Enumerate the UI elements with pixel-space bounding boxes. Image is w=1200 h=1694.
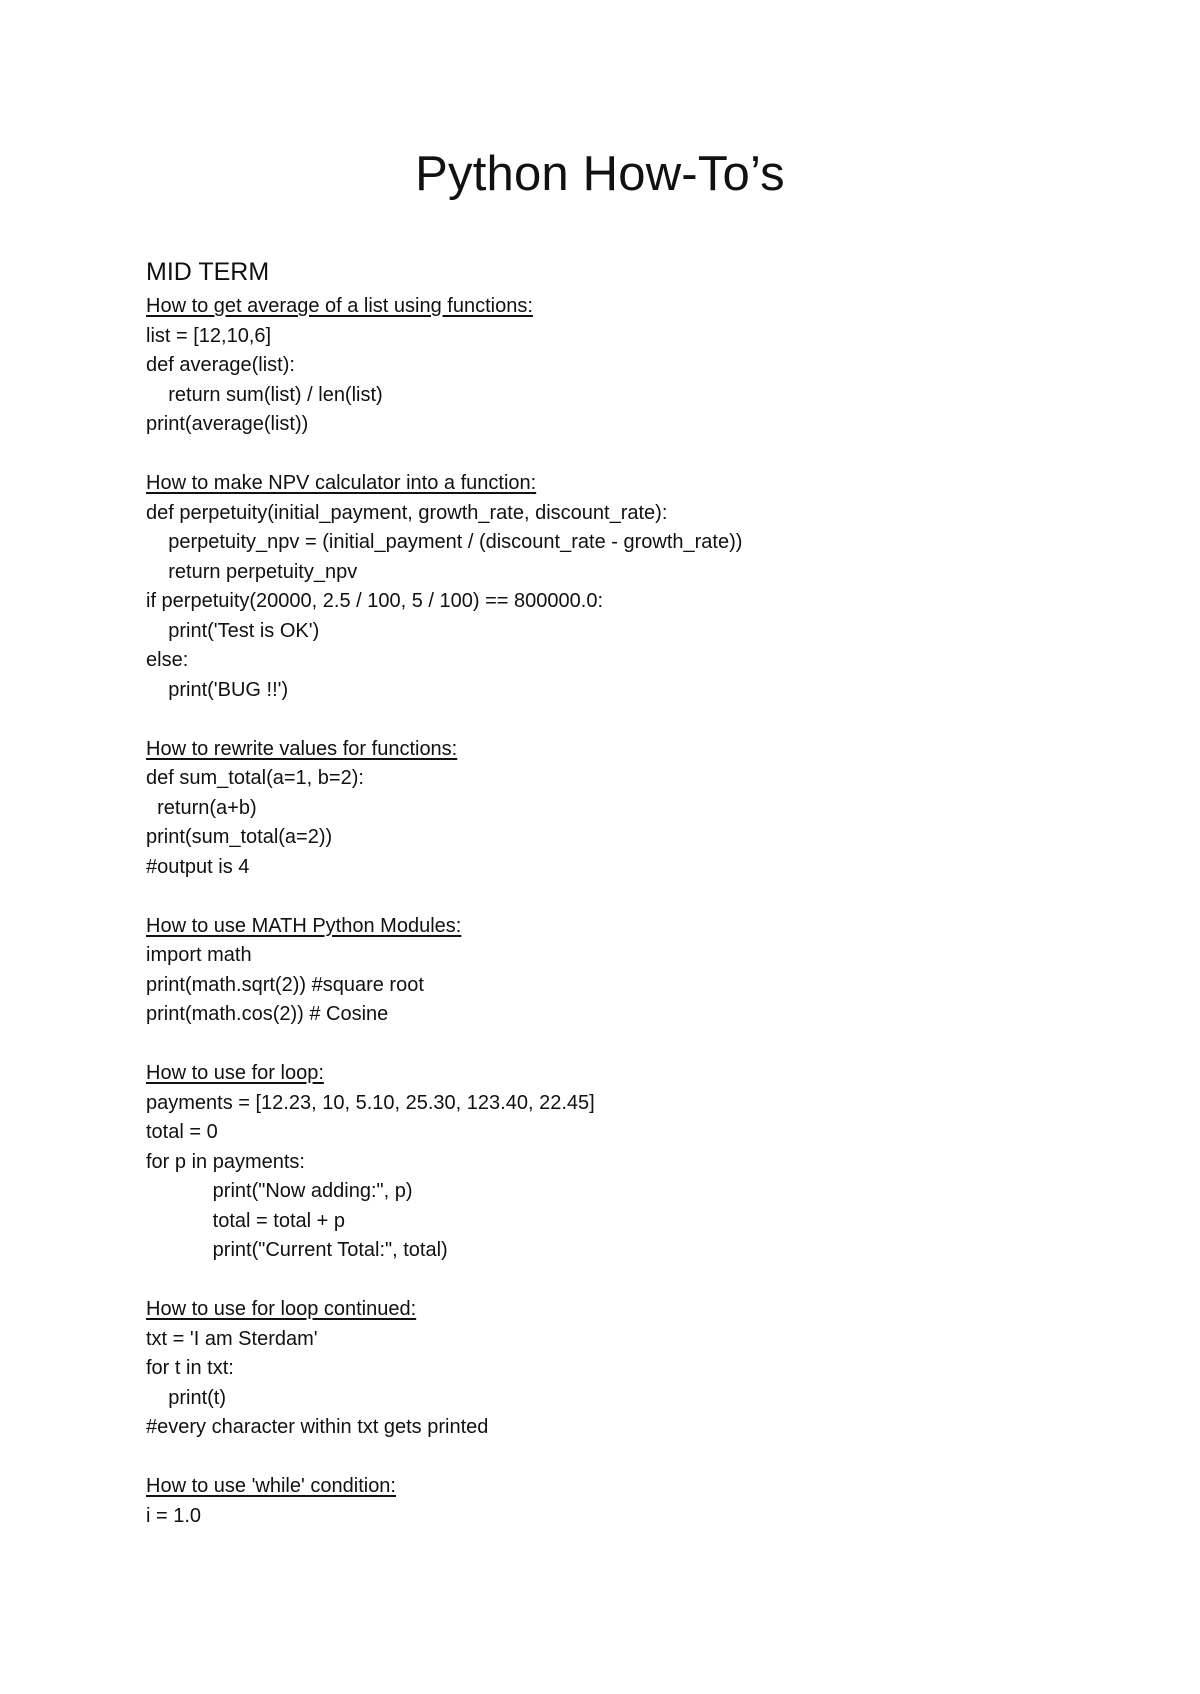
spacer	[146, 440, 1106, 470]
code-line: return perpetuity_npv	[146, 560, 358, 583]
howto-heading: How to use 'while' condition:	[146, 1475, 396, 1497]
code-line: print("Current Total:", total)	[146, 1239, 448, 1261]
code-line: total = 0	[146, 1121, 218, 1143]
spacer	[146, 1266, 1106, 1296]
code-line: for t in txt:	[146, 1357, 234, 1379]
code-line: if perpetuity(20000, 2.5 / 100, 5 / 100) == 800000.0:	[146, 590, 604, 612]
code-line: perpetuity_npv = (initial_payment / (discount_rate - growth_rate))	[146, 531, 743, 553]
spacer	[146, 1030, 1106, 1060]
howto-block	[146, 1295, 1106, 1443]
howto-heading: How to rewrite values for functions:	[146, 737, 458, 760]
howto-block	[146, 1059, 1106, 1266]
code-line: payments = [12.23, 10, 5.10, 25.30, 123.40, 22.45]	[146, 1091, 595, 1114]
section-heading-midterm: MID TERM	[146, 258, 270, 286]
code-line: def sum_total(a=1, b=2):	[146, 767, 364, 789]
howto-block	[146, 1472, 1106, 1531]
spacer	[146, 1443, 1106, 1473]
howto-heading: How to get average of a list using functions:	[146, 295, 533, 317]
code-line: import math	[146, 944, 252, 966]
code-line: total = total + p	[146, 1209, 345, 1232]
howto-block	[146, 912, 1106, 1030]
code-line: #output is 4	[146, 855, 250, 878]
code-line: print('Test is OK')	[146, 619, 320, 642]
code-line: print(t)	[146, 1386, 227, 1409]
code-line: print("Now adding:", p)	[146, 1180, 413, 1202]
code-line: print(math.sqrt(2)) #square root	[146, 973, 424, 996]
howto-heading: How to make NPV calculator into a function:	[146, 472, 537, 494]
code-line: i = 1.0	[146, 1504, 202, 1527]
code-line: print(sum_total(a=2))	[146, 826, 333, 848]
code-line: list = [12,10,6]	[146, 324, 272, 347]
code-line: print(average(list))	[146, 413, 309, 435]
code-line: return sum(list) / len(list)	[146, 383, 383, 406]
spacer	[146, 705, 1106, 735]
code-line: txt = 'I am Sterdam'	[146, 1327, 318, 1350]
spacer	[146, 882, 1106, 912]
code-line: for p in payments:	[146, 1150, 305, 1173]
code-line: print('BUG !!')	[146, 678, 289, 701]
howto-block	[146, 735, 1106, 883]
code-line: print(math.cos(2)) # Cosine	[146, 1003, 389, 1025]
howto-heading: How to use MATH Python Modules:	[146, 914, 462, 937]
howto-heading: How to use for loop:	[146, 1062, 324, 1084]
code-line: def perpetuity(initial_payment, growth_rate, discount_rate):	[146, 501, 668, 524]
document-title: Python How-To’s	[415, 147, 785, 201]
code-line: else:	[146, 649, 189, 671]
code-line: def average(list):	[146, 354, 295, 376]
code-line: #every character within txt gets printed	[146, 1416, 489, 1438]
howto-heading: How to use for loop continued:	[146, 1298, 417, 1320]
howto-block	[146, 469, 1106, 705]
code-line: return(a+b)	[146, 796, 257, 819]
howto-block	[146, 292, 1106, 440]
document-body	[146, 257, 1106, 1531]
